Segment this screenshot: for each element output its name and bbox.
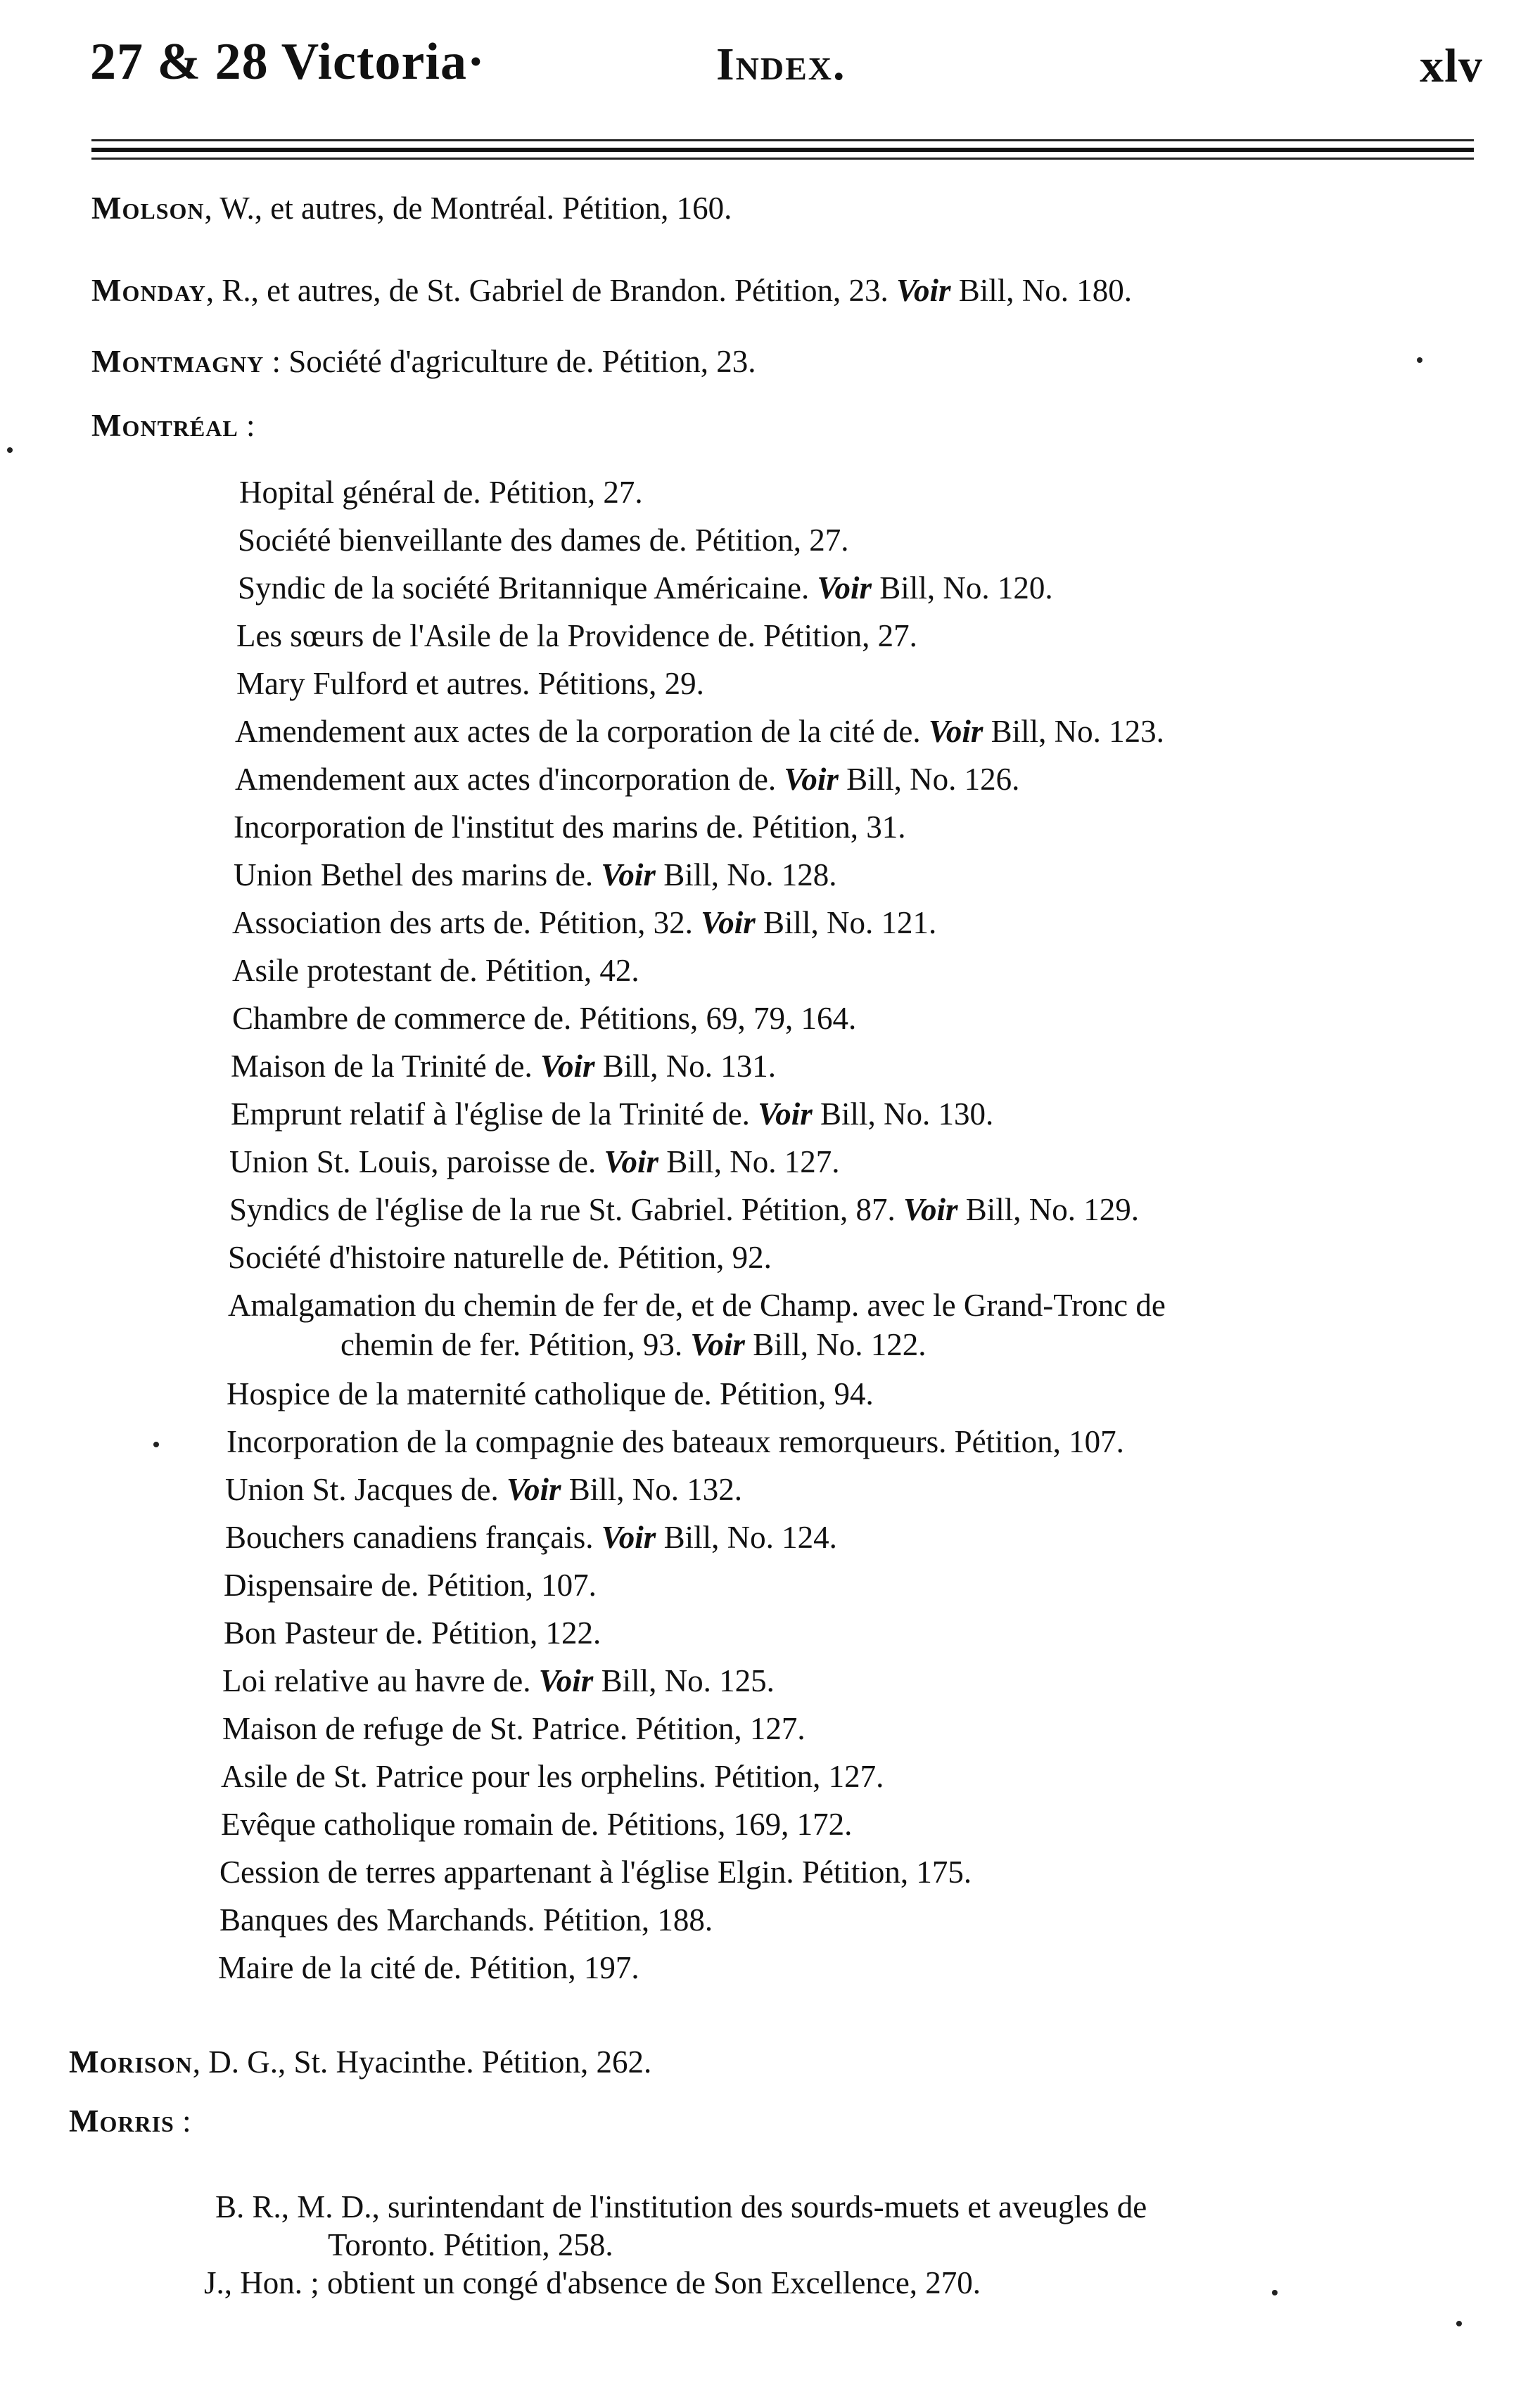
- subentry: Bon Pasteur de. Pétition, 122.: [224, 1615, 601, 1651]
- entry-text: , R., et autres, de St. Gabriel de Brandon. Pétition, 23.: [205, 273, 896, 308]
- subentry: Dispensaire de. Pétition, 107.: [224, 1568, 597, 1603]
- entry-morris: [69, 2101, 191, 2141]
- voir-label: Voir: [506, 1472, 561, 1507]
- subentry: Maire de la cité de. Pétition, 197.: [218, 1950, 639, 1985]
- subentry: Amendement aux actes d'incorporation de. Voir Bill, No. 126.: [235, 762, 1020, 797]
- subentry: Union St. Jacques de. Voir Bill, No. 132.: [225, 1472, 743, 1507]
- subentry: Syndic de la société Britannique Américaine. Voir Bill, No. 120.: [238, 570, 1053, 606]
- voir-label: Voir: [784, 762, 839, 797]
- subentry: Société bienveillante des dames de. Pétition, 27.: [238, 523, 849, 558]
- voir-label: Voir: [896, 273, 951, 308]
- print-speck: [1456, 2321, 1462, 2326]
- entry-ref: Bill, No. 180.: [950, 273, 1133, 308]
- subentry: Emprunt relatif à l'église de la Trinité de. Voir Bill, No. 130.: [231, 1096, 994, 1132]
- voir-label: Voir: [903, 1192, 958, 1227]
- subentry: Hopital général de. Pétition, 27.: [239, 475, 643, 510]
- header-page-number: xlv: [1420, 39, 1483, 92]
- voir-label: Voir: [928, 714, 983, 749]
- print-speck: [1417, 357, 1422, 363]
- subentry: Union Bethel des marins de. Voir Bill, No. 128.: [234, 857, 837, 892]
- print-speck: [1272, 2290, 1278, 2295]
- subentry: Banques des Marchands. Pétition, 188.: [219, 1902, 713, 1938]
- entry-colon: :: [238, 408, 255, 443]
- header-title: Index.: [716, 39, 846, 90]
- header-volume: 27 & 28 Victoria·: [90, 33, 485, 91]
- print-speck: [153, 1442, 159, 1447]
- entry-montmagny: [91, 342, 756, 381]
- subentry: Mary Fulford et autres. Pétitions, 29.: [236, 666, 704, 701]
- subentry: Société d'histoire naturelle de. Pétition, 92.: [228, 1240, 772, 1275]
- voir-label: Voir: [758, 1096, 813, 1132]
- subentry: Asile protestant de. Pétition, 42.: [232, 953, 639, 988]
- subentry: Bouchers canadiens français. Voir Bill, No. 124.: [225, 1520, 837, 1555]
- print-speck: [7, 447, 13, 453]
- subentry: Union St. Louis, paroisse de. Voir Bill, No. 127.: [229, 1144, 840, 1179]
- entry-name: Montmagny: [91, 344, 265, 379]
- entry-molson: [91, 188, 732, 228]
- subentry: Association des arts de. Pétition, 32. Voir Bill, No. 121.: [232, 905, 937, 940]
- voir-label: Voir: [817, 570, 872, 606]
- subentry: J., Hon. ; obtient un congé d'absence de Son Excellence, 270.: [204, 2265, 981, 2300]
- subentry-continuation: Toronto. Pétition, 258.: [328, 2227, 613, 2262]
- subentry: Chambre de commerce de. Pétitions, 69, 79, 164.: [232, 1001, 857, 1036]
- voir-label: Voir: [540, 1049, 595, 1084]
- subentry: Amendement aux actes de la corporation de la cité de. Voir Bill, No. 123.: [235, 714, 1164, 749]
- entry-montreal: [91, 406, 255, 445]
- header-rule-thin: [91, 139, 1474, 141]
- voir-label: Voir: [690, 1327, 745, 1362]
- subentry: Incorporation de la compagnie des bateaux remorqueurs. Pétition, 107.: [227, 1424, 1124, 1459]
- entry-colon: :: [174, 2103, 191, 2139]
- subentry: Maison de la Trinité de. Voir Bill, No. 131.: [231, 1049, 777, 1084]
- entry-monday: [91, 271, 1132, 310]
- entry-name: Montréal: [91, 408, 238, 443]
- subentry: Les sœurs de l'Asile de la Providence de. Pétition, 27.: [236, 618, 917, 653]
- voir-label: Voir: [701, 905, 756, 940]
- subentry: Hospice de la maternité catholique de. Pétition, 94.: [227, 1376, 874, 1411]
- voir-label: Voir: [604, 1144, 659, 1179]
- voir-label: Voir: [601, 1520, 656, 1555]
- subentry: B. R., M. D., surintendant de l'institution des sourds-muets et aveugles de: [215, 2189, 1147, 2224]
- header-rule-thick: [91, 148, 1474, 152]
- page-header: [90, 28, 1483, 113]
- entry-text: , W., et autres, de Montréal. Pétition, 160.: [204, 191, 732, 226]
- voir-label: Voir: [601, 857, 656, 892]
- subentry: Syndics de l'église de la rue St. Gabriel. Pétition, 87. Voir Bill, No. 129.: [229, 1192, 1140, 1227]
- entry-text: , D. G., St. Hyacinthe. Pétition, 262.: [192, 2044, 652, 2080]
- subentry: Amalgamation du chemin de fer de, et de Champ. avec le Grand-Tronc de: [228, 1288, 1166, 1323]
- entry-name: Molson: [91, 191, 205, 226]
- subentry: Maison de refuge de St. Patrice. Pétition, 127.: [222, 1711, 806, 1746]
- header-rule-thin-lower: [91, 158, 1474, 160]
- subentry: Incorporation de l'institut des marins de. Pétition, 31.: [234, 809, 906, 845]
- entry-morison: [69, 2042, 651, 2082]
- subentry-continuation: chemin de fer. Pétition, 93. Voir Bill, No. 122.: [340, 1327, 927, 1362]
- entry-name: Monday: [91, 273, 206, 308]
- entry-text: : Société d'agriculture de. Pétition, 23.: [264, 344, 756, 379]
- voir-label: Voir: [538, 1663, 594, 1698]
- entry-name: Morris: [69, 2103, 174, 2139]
- subentry: Asile de St. Patrice pour les orphelins. Pétition, 127.: [221, 1759, 884, 1794]
- subentry: Evêque catholique romain de. Pétitions, 169, 172.: [221, 1807, 853, 1842]
- subentry: Loi relative au havre de. Voir Bill, No. 125.: [222, 1663, 775, 1698]
- entry-name: Morison: [69, 2044, 193, 2080]
- subentry: Cession de terres appartenant à l'église Elgin. Pétition, 175.: [219, 1855, 972, 1890]
